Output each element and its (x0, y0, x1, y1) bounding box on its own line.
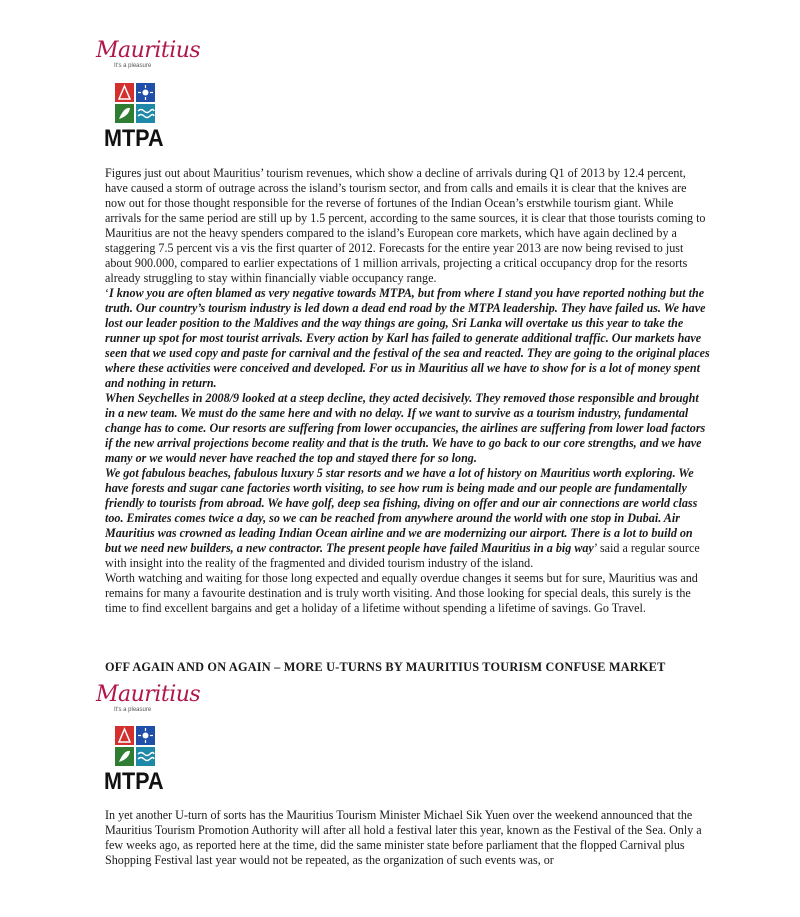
mtpa-logo-2 (104, 726, 170, 796)
quote-open-mark: ‘ (105, 286, 110, 300)
quote-attribution: ’ said a regular source with insight into the reality of the fragmented and divided tourism industry of the island. (105, 541, 700, 570)
paragraph-quote-2: When Seychelles in 2008/9 looked at a steep decline, they acted decisively. They removed those responsible and brought in a new team. We must do the same here and with no delay. If we want to survive as a tourism industry, fundamental change has to come. Our resorts are suffering from lower occupancies, the airlines are suffering from lower load factors if the new arrival projections become reality and that is the truth. We have to go back to our core strengths, and we have many or we would never have reached the top and stayed there for so long. (105, 391, 706, 465)
mauritius-logo (96, 38, 201, 78)
article-body (105, 166, 710, 616)
mauritius-logo-wordmark-2: Mauritius (96, 682, 201, 707)
paragraph-closing: Worth watching and waiting for those long expected and equally overdue changes it seems but for sure, Mauritius was and remains for many a favourite destination and is truly worth visiting. And those looking for special deals, this surely is the time to find excellent bargains and get a holiday of a lifetime without spending a lifetime of savings. Go Travel. (105, 571, 698, 615)
quote-text-3: We got fabulous beaches, fabulous luxury 5 star resorts and we have a lot of history on Mauritius worth exploring. We have forests and sugar cane factories worth visiting, to see how rum is being made and our people are fundamentally friendly to tourists from abroad. We have golf, deep sea fishing, diving on offer and our air connections are world class too. Emirates comes twice a day, so we can be reached from anywhere around the world with one stop in Dubai. Air Mauritius was crowned as leading Indian Ocean airline and we are modernizing our airport. There is a lot to build on but we need new builders, a new contractor. The present people have failed Mauritius in a big way (105, 466, 698, 555)
mtpa-logo-wordmark: MTPA (104, 125, 164, 152)
paragraph-quote-1 (105, 286, 710, 391)
mtpa-logo-wordmark-2: MTPA (104, 768, 164, 795)
mtpa-tile-sun-icon (136, 83, 155, 102)
mauritius-logo-tagline-2: It's a pleasure (114, 707, 152, 713)
mtpa-logo-tiles (115, 83, 155, 123)
mtpa-tile-wave-icon (136, 747, 155, 766)
article-headline: OFF AGAIN AND ON AGAIN – MORE U-TURNS BY MAURITIUS TOURISM CONFUSE MARKET (105, 660, 666, 674)
mtpa-tile-leaf-icon (115, 747, 134, 766)
mauritius-logo-tagline: It's a pleasure (114, 63, 152, 69)
mtpa-logo-tiles-2 (115, 726, 155, 766)
mtpa-tile-red-icon (115, 726, 134, 745)
article-2-body (105, 808, 710, 868)
mauritius-logo-2 (96, 682, 201, 722)
quote-text-1: I know you are often blamed as very negative towards MTPA, but from where I stand you have reported nothing but the truth. Our country’s tourism industry is led down a dead end road by the MTPA leadership. They have failed us. We have lost our leader position to the Maldives and the way things are going, Sri Lanka will overtake us this year to take the runner up spot for most tourist arrivals. Every action by Karl has failed to generate additional traffic. Our markets have seen that we used copy and paste for carnival and the festival of the sea and reacted. They are going to the original places where these activities were conceived and developed. For us in Mauritius all we have to show for is a lot of money spent and nothing in return. (105, 286, 710, 390)
paragraph-quote-3 (105, 466, 710, 571)
mtpa-logo (104, 83, 170, 153)
article-2-paragraph: In yet another U-turn of sorts has the Mauritius Tourism Minister Michael Sik Yuen over the weekend announced that the Mauritius Tourism Promotion Authority will after all hold a festival later this year, known as the Festival of the Sea. Only a few weeks ago, as reported here at the time, did the same minister state before parliament that the flopped Carnival plus Shopping Festival last year would not be repeated, as the organization of such events was, or (105, 808, 702, 867)
mauritius-logo-wordmark: Mauritius (96, 38, 201, 63)
paragraph-intro: Figures just out about Mauritius’ tourism revenues, which show a decline of arrivals during Q1 of 2013 by 12.4 percent, have caused a storm of outrage across the island’s tourism sector, and from calls and emails it is clear that the knives are now out for those thought responsible for the reverse of fortunes of the Indian Ocean’s erstwhile tourism giant. While arrivals for the same period are still up by 1.5 percent, according to the same sources, it is clear that those tourists coming to Mauritius are not the heavy spenders compared to the island’s European core markets, which have again declined by a staggering 7.5 percent vis a vis the first quarter of 2012. Forecasts for the entire year 2013 are now being revised to just about 900.000, compared to earlier expectations of 1 million arrivals, projecting a critical occupancy drop for the resorts already struggling to stay within financially viable occupancy range. (105, 166, 706, 285)
mtpa-tile-leaf-icon (115, 104, 134, 123)
mtpa-tile-sun-icon (136, 726, 155, 745)
mtpa-tile-red-icon (115, 83, 134, 102)
mtpa-tile-wave-icon (136, 104, 155, 123)
